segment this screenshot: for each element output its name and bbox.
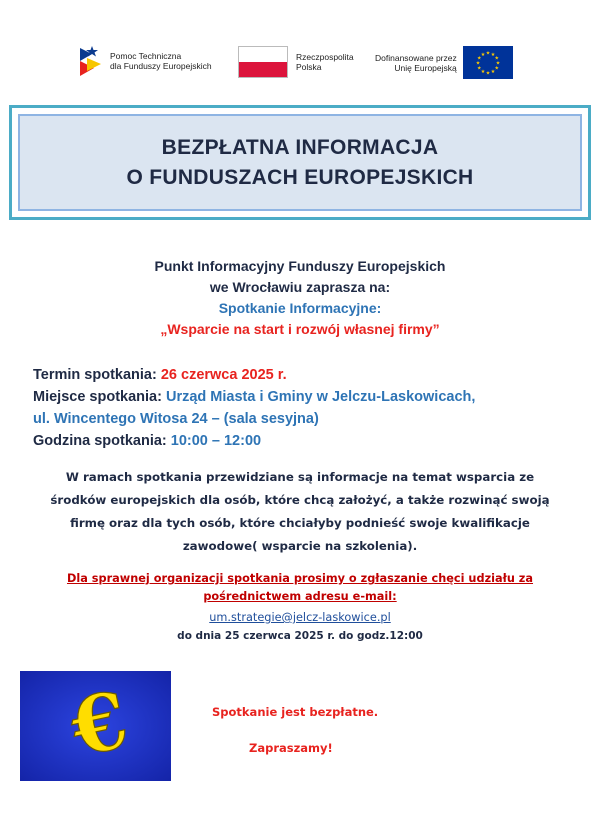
free-notice: Spotkanie jest bezpłatne.	[212, 705, 379, 719]
logo-fe-line1: Pomoc Techniczna	[110, 51, 182, 61]
logo-bar	[0, 44, 600, 84]
svg-text:★: ★	[476, 65, 482, 72]
description-paragraph	[40, 466, 560, 558]
title-frame	[9, 105, 591, 220]
detail-place	[33, 386, 573, 408]
date-value: 26 czerwca 2025 r.	[160, 367, 287, 383]
svg-text:★: ★	[476, 55, 482, 62]
place-value-line1: Urząd Miasta i Gminy w Jelczu-Laskowicach,	[165, 389, 476, 405]
invitation-text: Zapraszamy!	[249, 741, 333, 755]
title-line1: BEZPŁATNA INFORMACJA	[161, 135, 439, 159]
logo-rzeczpospolita	[238, 46, 354, 78]
svg-text:★: ★	[480, 69, 485, 76]
svg-text:★: ★	[490, 69, 495, 76]
registration-request	[20, 570, 580, 645]
detail-date	[33, 364, 573, 386]
intro-meeting-title: „Wsparcie na start i rozwój własnej firmy”	[160, 321, 440, 337]
paragraph-line4: zawodowe( wsparcie na szkolenia).	[182, 539, 418, 553]
svg-text:★: ★	[490, 51, 495, 58]
logo-rp-line2: Polska	[296, 62, 322, 72]
eu-flag-icon	[463, 46, 513, 79]
svg-text:★: ★	[480, 51, 485, 58]
time-value: 10:00 – 12:00	[170, 433, 262, 449]
svg-text:★: ★	[494, 65, 499, 72]
intro-block	[0, 256, 600, 340]
logo-ue-text	[375, 53, 457, 73]
request-line1: Dla sprawnej organizacji spotkania prosimy o zgłaszanie chęci udziału za	[66, 572, 534, 585]
place-value-line2: ul. Wincentego Witosa 24 – (sala sesyjna)	[33, 411, 319, 427]
logo-fundusze-europejskie	[78, 44, 212, 78]
title-line2: O FUNDUSZACH EUROPEJSKICH	[126, 165, 474, 189]
request-deadline: do dnia 25 czerwca 2025 r. do godz.12:00	[177, 630, 423, 642]
euro-glyph: €	[63, 674, 136, 775]
polish-flag-icon	[238, 46, 288, 78]
svg-text:★: ★	[475, 60, 480, 67]
logo-ue-line1: Dofinansowane przez	[375, 52, 457, 63]
logo-fe-line2: dla Funduszy Europejskich	[110, 61, 212, 71]
svg-text:★: ★	[494, 55, 499, 62]
paragraph-line2: środków europejskich dla osób, które chcą założyć, a także rozwinąć swoją	[50, 493, 550, 507]
svg-text:★: ★	[495, 60, 500, 67]
logo-ue-line2: Unię Europejską	[394, 62, 457, 73]
meeting-details	[33, 364, 573, 452]
logo-unia-europejska	[375, 46, 513, 79]
logo-rp-text	[296, 52, 354, 72]
intro-meeting-type: Spotkanie Informacyjne:	[218, 300, 382, 316]
email-link[interactable]: um.strategie@jelcz-laskowice.pl	[209, 611, 391, 624]
logo-rp-line1: Rzeczpospolita	[296, 52, 354, 62]
detail-time	[33, 430, 573, 452]
euro-symbol-icon	[20, 671, 171, 781]
date-label: Termin spotkania:	[33, 367, 157, 383]
svg-text:★: ★	[485, 50, 490, 57]
time-label: Godzina spotkania:	[33, 433, 167, 449]
place-label: Miejsce spotkania:	[33, 389, 162, 405]
title-box	[18, 114, 582, 211]
logo-fe-text	[110, 51, 212, 71]
paragraph-line1: W ramach spotkania przewidziane są informacje na temat wsparcia ze	[65, 470, 535, 484]
paragraph-line3: firmę oraz dla tych osób, które chciałyby podnieść swoje kwalifikacje	[70, 516, 530, 530]
intro-line2: we Wrocławiu zaprasza na:	[209, 279, 391, 295]
euro-image	[20, 671, 171, 781]
request-line2: pośrednictwem adresu e-mail:	[203, 590, 397, 603]
intro-line1: Punkt Informacyjny Funduszy Europejskich	[154, 258, 446, 274]
svg-text:★: ★	[485, 70, 490, 77]
fe-star-logo-icon	[78, 44, 104, 78]
